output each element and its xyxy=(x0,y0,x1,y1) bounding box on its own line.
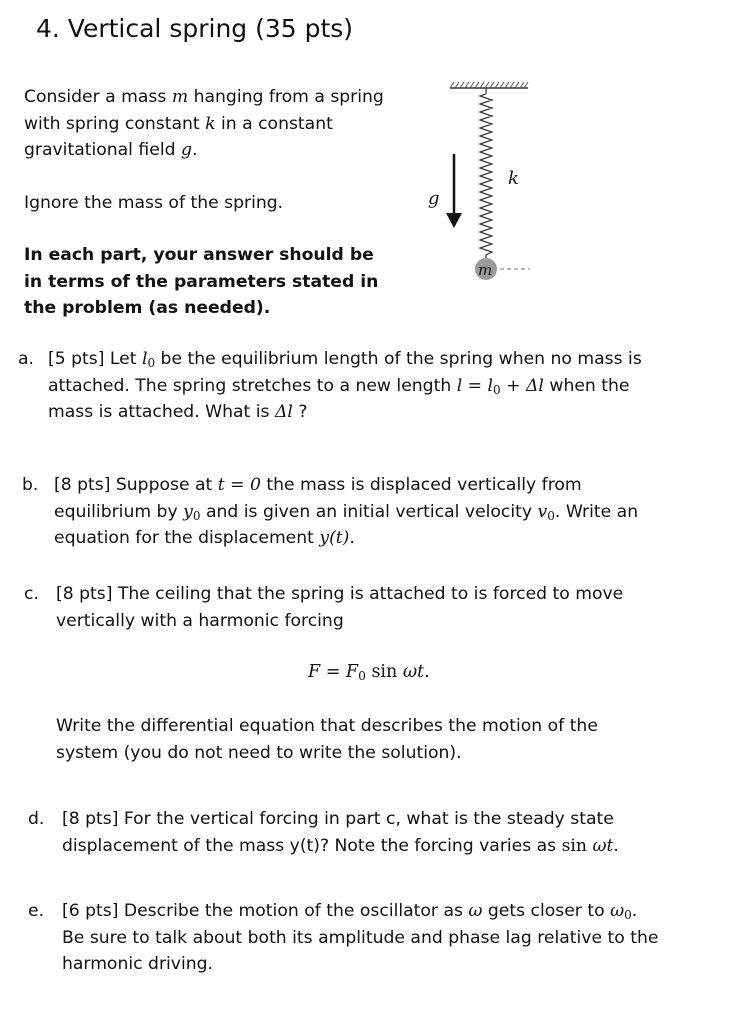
part-e-letter: e. xyxy=(28,901,45,921)
part-b-letter: b. xyxy=(22,475,39,495)
k-label: k xyxy=(508,168,519,189)
ceiling-hatch xyxy=(450,82,528,88)
part-e-text: [6 pts] Describe the motion of the oscillator as ω gets closer to $\omega_0$. Be sure to talk about both its amplitude and phase lag relative to the harmonic driving. xyxy=(62,901,659,974)
part-e xyxy=(28,898,668,988)
part-b xyxy=(22,472,662,552)
spring-figure xyxy=(410,76,560,286)
intro xyxy=(24,84,394,322)
part-d xyxy=(28,806,668,886)
part-a-letter: a. xyxy=(18,349,34,369)
part-d-letter: d. xyxy=(28,809,45,829)
part-c-text-2: Write the differential equation that describes the motion of the system (you do not need to write the solution). xyxy=(56,716,598,763)
spring-coil xyxy=(480,88,492,258)
m-label: m xyxy=(478,261,493,279)
part-a xyxy=(18,346,658,426)
g-label: g xyxy=(428,188,440,209)
part-c-letter: c. xyxy=(24,584,39,604)
part-a-text: [5 pts] Let $l_0$ be the equilibrium length of the spring when no mass is attached. The spring stretches to a new length $l = l_0 + \Delta l$ when the mass is attached. What is Δl ? xyxy=(48,349,642,422)
g-arrow-head xyxy=(446,213,462,228)
part-b-text: [8 pts] Suppose at t = 0 the mass is displaced vertically from equilibrium by $y_0$ and is given an initial vertical velocity $v_0$. Write an equation for the displacement y(t). xyxy=(54,475,639,548)
intro-ignore: Ignore the mass of the spring. xyxy=(24,192,284,213)
part-c-equation: $F = F_0$ sin ωt. xyxy=(308,662,430,684)
part-d-text: [8 pts] For the vertical forcing in part c, what is the steady state displacement of the mass y(t)? Note the forcing varies as sin ωt. xyxy=(62,809,619,856)
intro-consider: Consider a mass m hanging from a spring with spring constant k in a constant gravitational field g. xyxy=(24,87,384,160)
part-c xyxy=(24,581,664,771)
part-c-text: [8 pts] The ceiling that the spring is attached to is forced to move vertically with a harmonic forcing xyxy=(56,584,624,631)
intro-instruction: In each part, your answer should be in terms of the parameters stated in the problem (as needed). xyxy=(24,245,379,318)
problem-title: 4. Vertical spring (35 pts) xyxy=(36,14,354,43)
